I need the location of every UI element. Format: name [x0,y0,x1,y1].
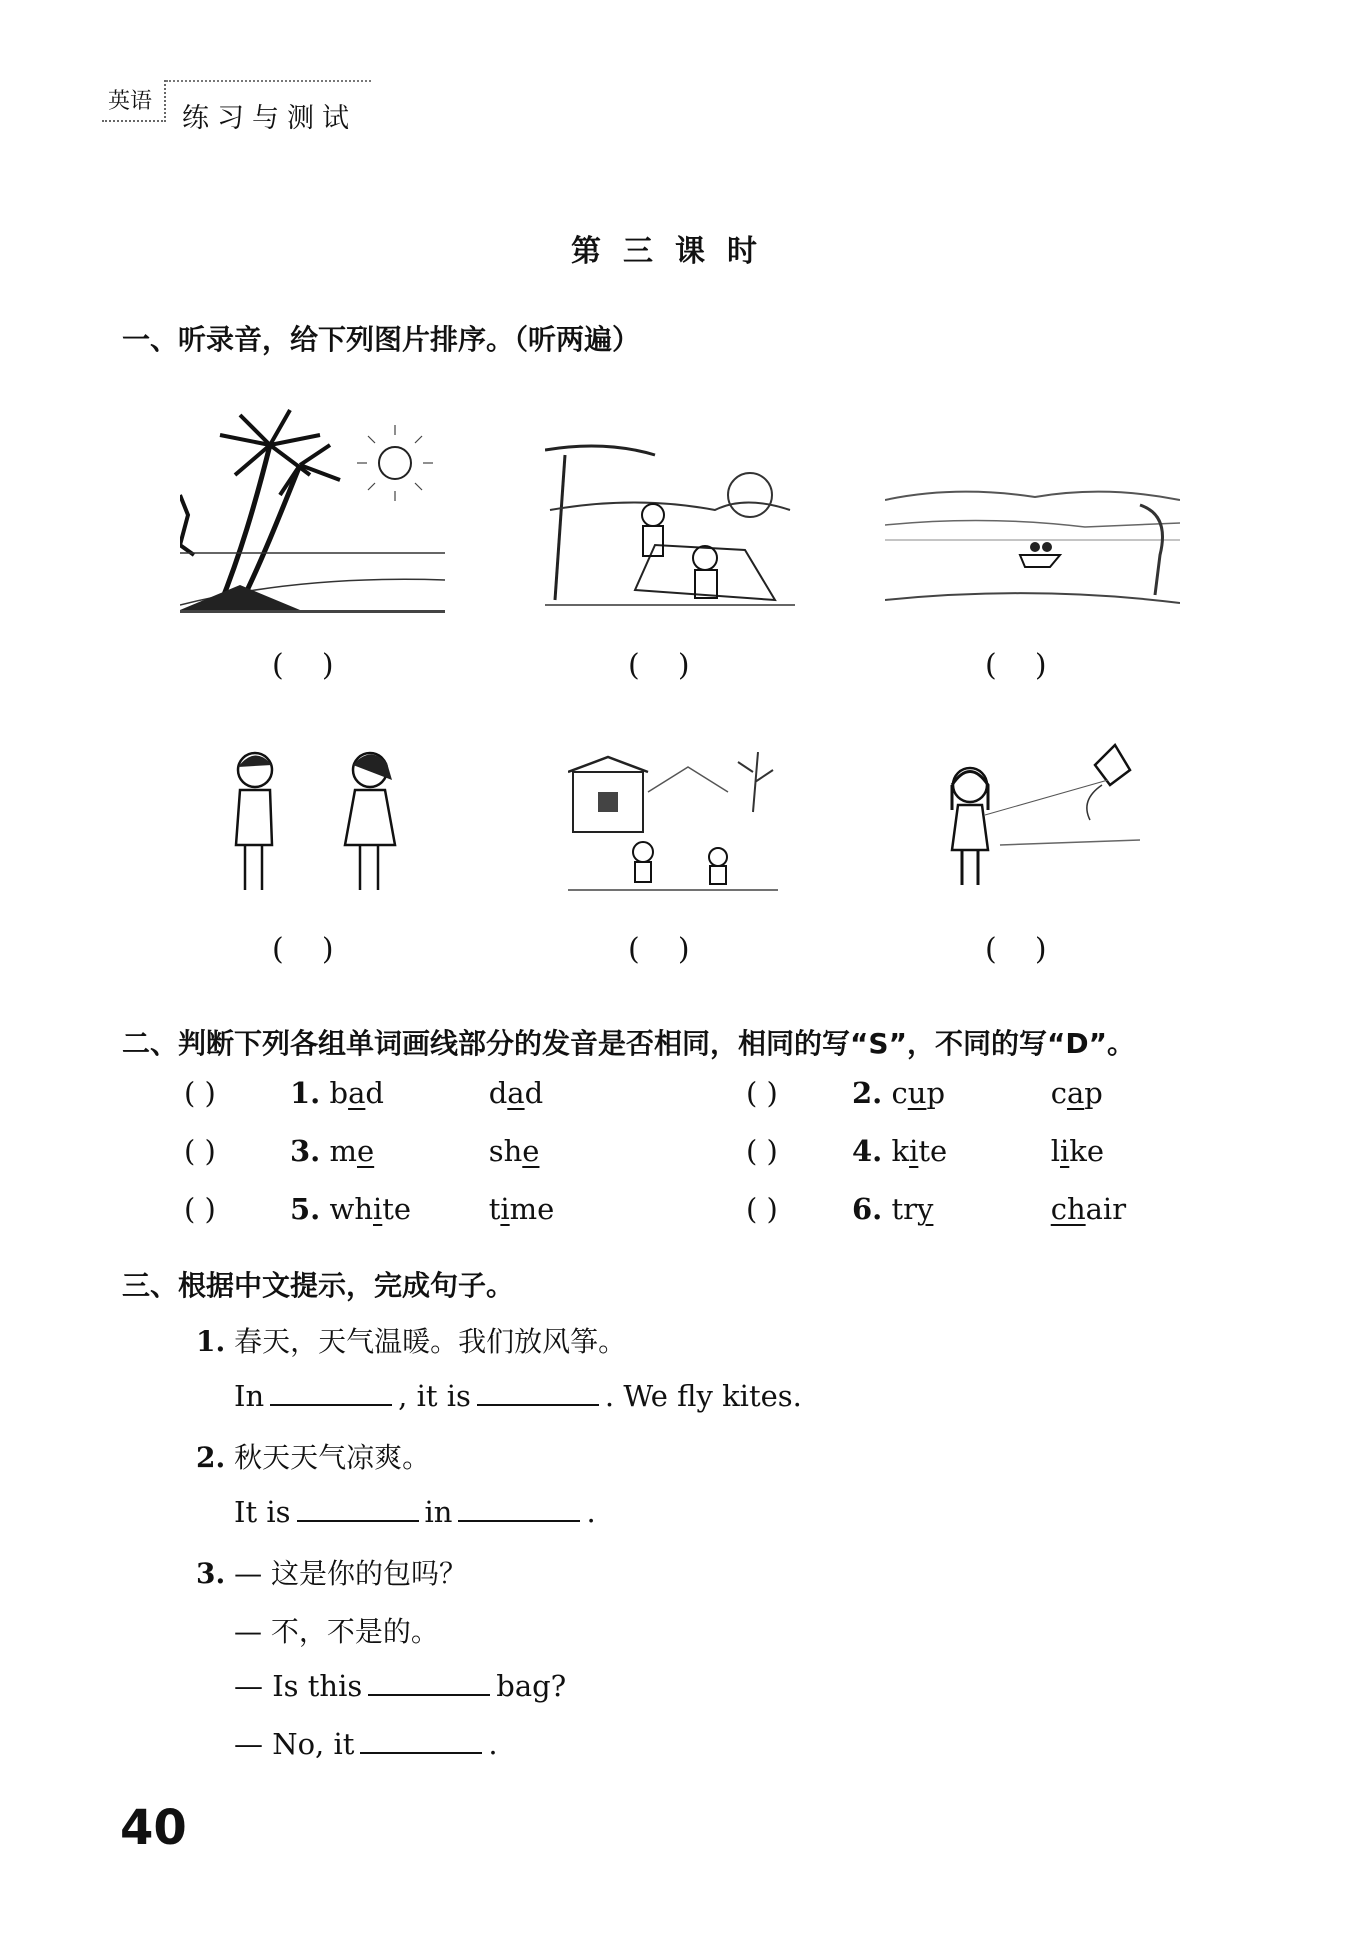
two-girls-talking-icon [210,745,420,895]
section1-title: 一、听录音，给下列图片排序。（听两遍） [122,323,641,356]
q3-english-2: — No, it . [234,1727,498,1761]
pron-item-5: ( ) 5. white time [184,1192,555,1226]
pron-item-1: ( ) 1. bad dad [184,1076,544,1110]
q2-blank-1[interactable] [297,1494,419,1522]
answer-paren[interactable]: ( ) [746,1076,778,1110]
paren-pic-4[interactable]: ( ) [272,932,334,967]
q2-chinese: 2. 秋天天气凉爽。 [196,1441,431,1474]
section3-title: 三、根据中文提示，完成句子。 [122,1269,515,1302]
paren-pic-1[interactable]: ( ) [272,648,334,683]
q3-english-1: — Is this bag? [234,1669,567,1703]
q3-chinese-2: — 不，不是的。 [234,1615,439,1648]
answer-paren[interactable]: ( ) [184,1192,216,1226]
answer-paren[interactable]: ( ) [184,1076,216,1110]
answer-paren[interactable]: ( ) [746,1192,778,1226]
header-divider [166,80,371,82]
q1-chinese: 1. 春天，天气温暖。我们放风筝。 [196,1325,627,1358]
paren-pic-2[interactable]: ( ) [628,648,690,683]
q3-chinese-1: 3. — 这是你的包吗？ [196,1557,468,1590]
paren-pic-3[interactable]: ( ) [985,648,1047,683]
pron-item-2: ( ) 2. cup cap [746,1076,1103,1110]
header-book-title: 练习与测试 [182,103,357,134]
q2-blank-2[interactable] [458,1494,580,1522]
pron-item-3: ( ) 3. me she [184,1134,540,1168]
header-subject: 英语 [108,89,153,114]
answer-paren[interactable]: ( ) [184,1134,216,1168]
paren-pic-5[interactable]: ( ) [628,932,690,967]
paren-pic-6[interactable]: ( ) [985,932,1047,967]
lesson-title: 第三课时 [571,234,779,269]
page-number: 40 [120,1800,187,1856]
beach-palm-sun-icon [180,405,450,615]
answer-paren[interactable]: ( ) [746,1134,778,1168]
q1-blank-2[interactable] [477,1378,599,1406]
q3-blank-2[interactable] [360,1726,482,1754]
q2-english: It is in . [234,1495,596,1529]
section2-title: 二、判断下列各组单词画线部分的发音是否相同，相同的写“S”，不同的写“D”。 [122,1027,1136,1060]
snow-village-icon [568,752,778,892]
picnic-icon [545,440,795,610]
q1-english: In , it is . We fly kites. [234,1379,802,1413]
girl-flying-kite-icon [930,740,1140,890]
q1-blank-1[interactable] [270,1378,392,1406]
pron-item-4: ( ) 4. kite like [746,1134,1105,1168]
pron-item-6: ( ) 6. try chair [746,1192,1127,1226]
q3-blank-1[interactable] [368,1668,490,1696]
boating-lake-icon [885,485,1180,610]
